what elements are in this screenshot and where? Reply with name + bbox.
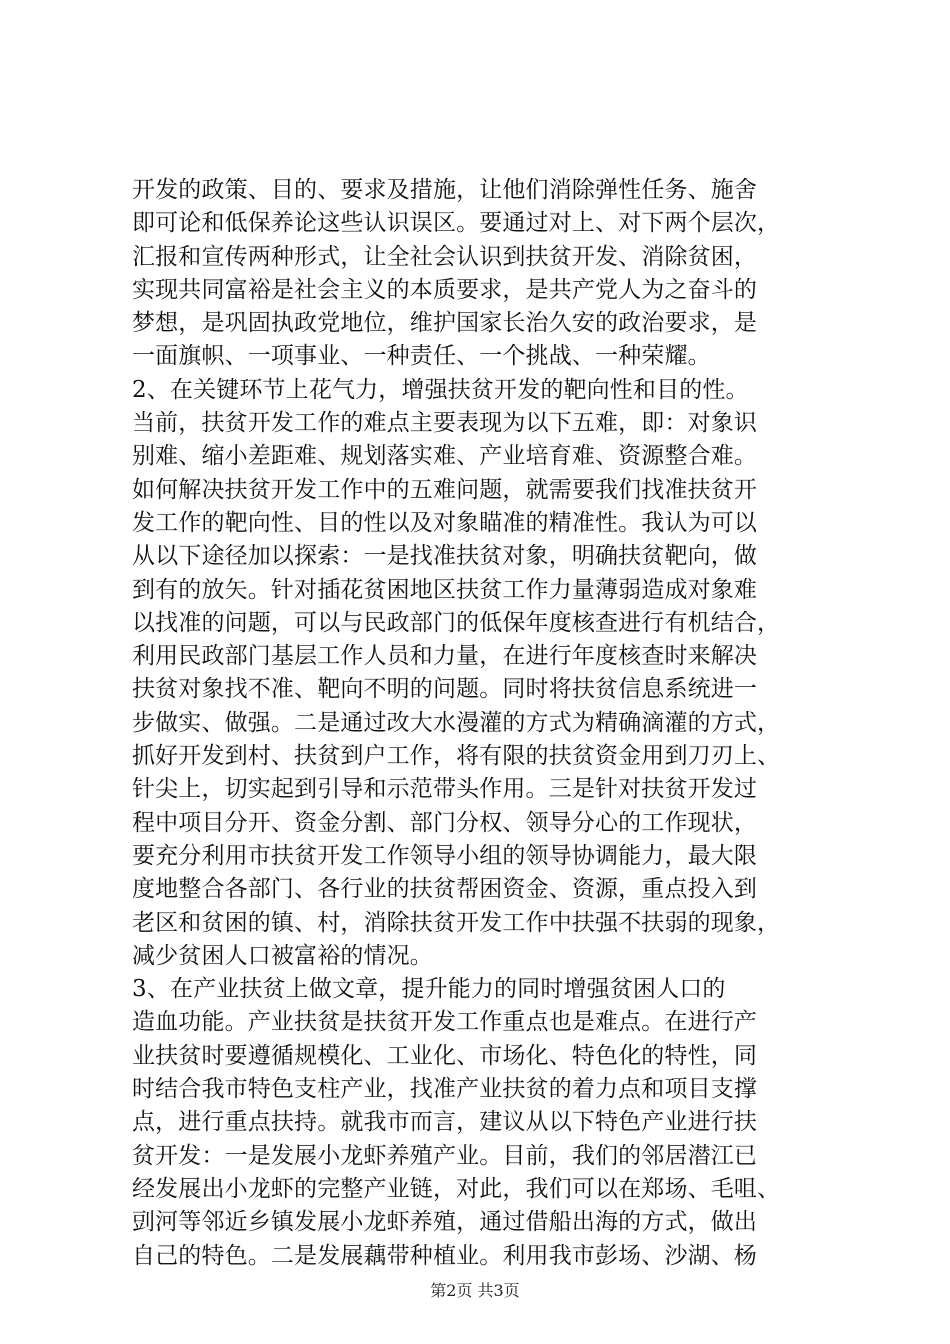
text-line: 2、在关键环节上花气力，增强扶贫开发的靶向性和目的性。 [132,376,749,403]
text-line: 时结合我市特色支柱产业，找准产业扶贫的着力点和项目支撑 [132,1076,758,1103]
text-line: 自己的特色。二是发展藕带种植业。利用我市彭场、沙湖、杨 [132,1242,758,1269]
text-line: 剅河等邻近乡镇发展小龙虾养殖，通过借船出海的方式，做出 [132,1209,758,1236]
text-line: 到有的放矢。针对插花贫困地区扶贫工作力量薄弱造成对象难 [132,576,758,603]
text-line: 即可论和低保养论这些认识误区。要通过对上、对下两个层次， [132,210,781,237]
text-line: 当前，扶贫开发工作的难点主要表现为以下五难，即：对象识 [132,410,758,437]
text-line: 梦想，是巩固执政党地位，维护国家长治久安的政治要求，是 [132,310,758,337]
text-line: 贫开发：一是发展小龙虾养殖产业。目前，我们的邻居潜江已 [132,1142,758,1169]
document-body [132,174,836,1273]
text-line: 以找准的问题，可以与民政部门的低保年度核查进行有机结合， [132,609,781,636]
text-line: 程中项目分开、资金分割、部门分权、领导分心的工作现状， [132,809,758,836]
text-line: 业扶贫时要遵循规模化、工业化、市场化、特色化的特性，同 [132,1042,758,1069]
text-line: 造血功能。产业扶贫是扶贫开发工作重点也是难点。在进行产 [132,1009,758,1036]
text-line: 如何解决扶贫开发工作中的五难问题，就需要我们找准扶贫开 [132,476,758,503]
text-line: 经发展出小龙虾的完整产业链，对此，我们可以在郑场、毛咀、 [132,1175,781,1202]
text-line: 3、在产业扶贫上做文章，提升能力的同时增强贫困人口的 [132,976,726,1003]
text-line: 利用民政部门基层工作人员和力量，在进行年度核查时来解决 [132,643,758,670]
text-line: 抓好开发到村、扶贫到户工作，将有限的扶贫资金用到刀刃上、 [132,743,781,770]
page-footer: 第2页 共3页 [430,1281,520,1300]
text-line: 老区和贫困的镇、村，消除扶贫开发工作中扶强不扶弱的现象， [132,909,781,936]
text-line: 针尖上，切实起到引导和示范带头作用。三是针对扶贫开发过 [132,776,758,803]
text-line: 扶贫对象找不准、靶向不明的问题。同时将扶贫信息系统进一 [132,676,758,703]
text-line: 一面旗帜、一项事业、一种责任、一个挑战、一种荣耀。 [132,343,711,370]
text-line: 度地整合各部门、各行业的扶贫帮困资金、资源，重点投入到 [132,876,758,903]
text-line: 汇报和宣传两种形式，让全社会认识到扶贫开发、消除贫困， [132,243,758,270]
text-line: 实现共同富裕是社会主义的本质要求，是共产党人为之奋斗的 [132,276,758,303]
text-line: 发工作的靶向性、目的性以及对象瞄准的精准性。我认为可以 [132,509,758,536]
text-line: 点，进行重点扶持。就我市而言，建议从以下特色产业进行扶 [132,1109,758,1136]
text-line: 减少贫困人口被富裕的情况。 [132,942,433,969]
text-line: 步做实、做强。二是通过改大水漫灌的方式为精确滴灌的方式， [132,709,781,736]
text-line: 开发的政策、目的、要求及措施，让他们消除弹性任务、施舍 [132,177,758,203]
text-line: 要充分利用市扶贫开发工作领导小组的领导协调能力，最大限 [132,842,758,869]
text-line: 别难、缩小差距难、规划落实难、产业培育难、资源整合难。 [132,443,758,470]
text-line: 从以下途径加以探索：一是找准扶贫对象，明确扶贫靶向，做 [132,543,758,570]
